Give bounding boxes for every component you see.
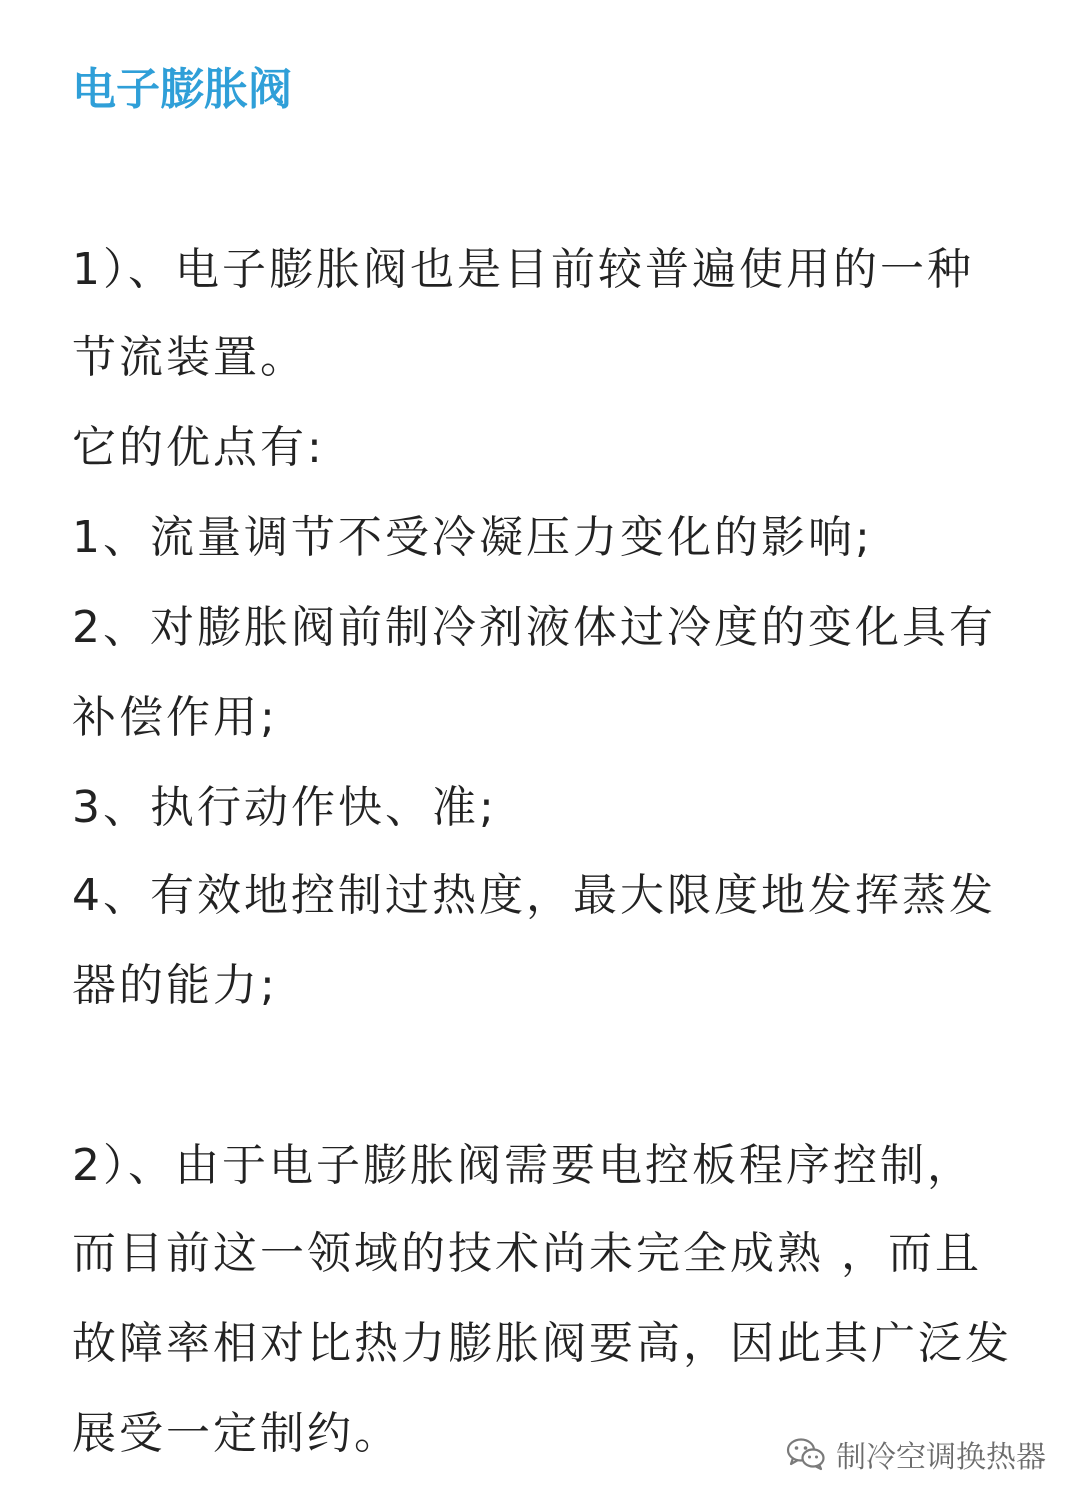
- paragraph-line: 它的优点有:: [72, 422, 325, 473]
- paragraph-line: 2、对膨胀阀前制冷剂液体过冷度的变化具有: [72, 602, 996, 653]
- paragraph-line: 3、执行动作快、准;: [72, 782, 497, 833]
- paragraph-line: 故障率相对比热力膨胀阀要高，因此其广泛发: [72, 1318, 1012, 1369]
- watermark: [786, 1432, 1046, 1476]
- paragraph-line: 4、有效地控制过热度，最大限度地发挥蒸发: [72, 870, 996, 921]
- paragraph-line: 展受一定制约。: [72, 1408, 401, 1459]
- paragraph-line: 1、流量调节不受冷凝压力变化的影响;: [72, 512, 873, 563]
- paragraph-line: 而目前这一领域的技术尚未完全成熟 ，而且: [72, 1228, 982, 1279]
- wechat-icon: [786, 1437, 826, 1471]
- paragraph-line: 器的能力;: [72, 960, 278, 1011]
- watermark-text: 制冷空调换热器: [836, 1440, 1046, 1475]
- paragraph-line: 补偿作用;: [72, 692, 278, 743]
- article-title: 电子膨胀阀: [72, 64, 292, 115]
- paragraph-line: 1）、电子膨胀阀也是目前较普遍使用的一种: [72, 244, 974, 295]
- paragraph-line: 节流装置。: [72, 332, 307, 383]
- paragraph-line: 2）、由于电子膨胀阀需要电控板程序控制，: [72, 1140, 974, 1191]
